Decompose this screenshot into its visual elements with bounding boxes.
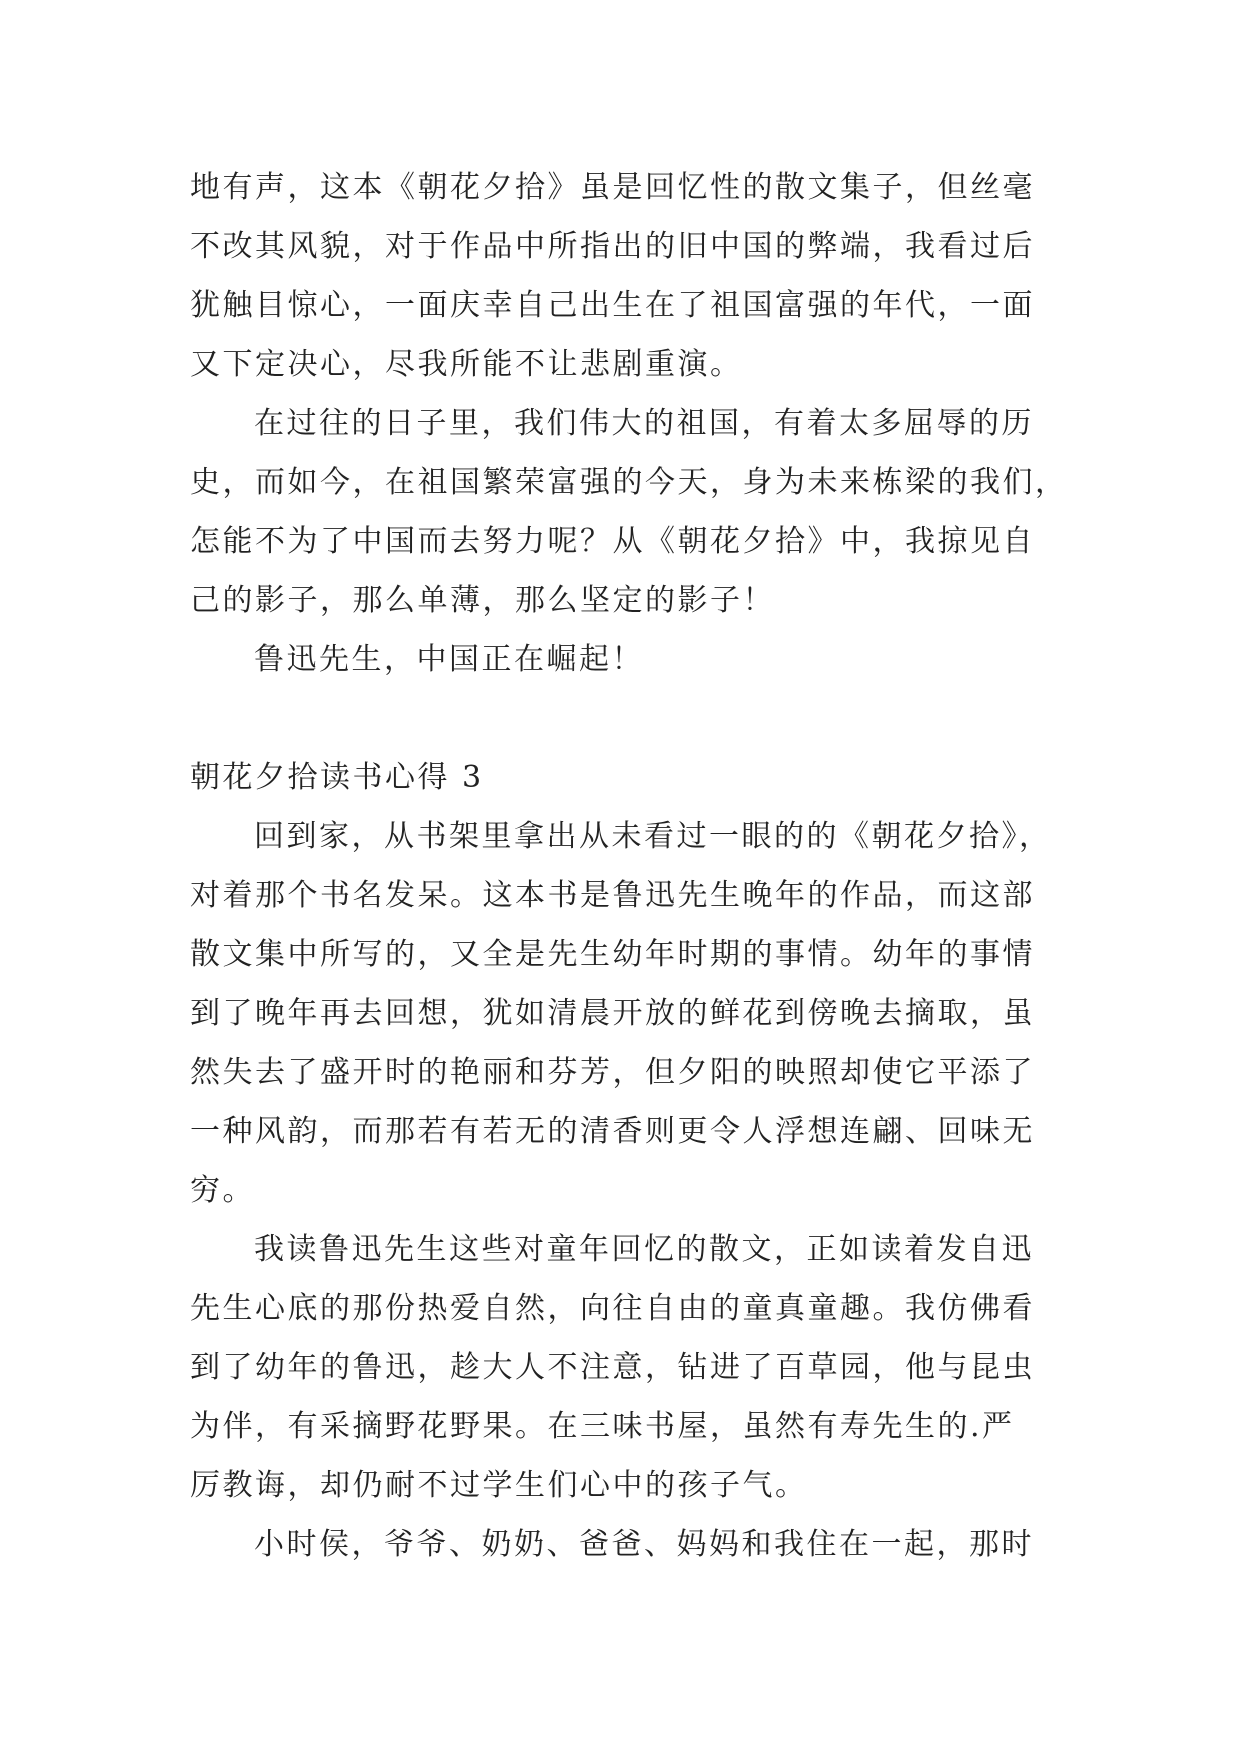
paragraph-line: 为伴，有采摘野花野果。在三味书屋，虽然有寿先生的.严 (190, 1409, 1015, 1444)
paragraph-line: 然失去了盛开时的艳丽和芬芳，但夕阳的映照却使它平添了 (190, 1055, 1035, 1090)
paragraph-2 (190, 394, 1068, 630)
paragraph-line: 散文集中所写的，又全是先生幼年时期的事情。幼年的事情 (190, 937, 1035, 972)
document-body (190, 158, 1068, 1574)
paragraph-3 (190, 630, 1050, 689)
section-paragraph-2 (190, 1220, 1050, 1515)
paragraph-line: 到了幼年的鲁迅，趁大人不注意，钻进了百草园，他与昆虫 (190, 1350, 1035, 1385)
paragraph-line: 不改其风貌，对于作品中所指出的旧中国的弊端，我看过后 (190, 229, 1035, 264)
paragraph-line: 鲁迅先生，中国正在崛起！ (254, 642, 644, 677)
paragraph-line: 又下定决心，尽我所能不让悲剧重演。 (190, 347, 743, 382)
paragraph-line: 到了晚年再去回想，犹如清晨开放的鲜花到傍晚去摘取，虽 (190, 996, 1035, 1031)
paragraph-line: 地有声，这本《朝花夕拾》虽是回忆性的散文集子，但丝毫 (190, 170, 1035, 205)
paragraph-line: 对着那个书名发呆。这本书是鲁迅先生晚年的作品，而这部 (190, 878, 1035, 913)
paragraph-line: 怎能不为了中国而去努力呢？从《朝花夕拾》中，我掠见自 (190, 524, 1035, 559)
paragraph-line: 小时侯，爷爷、奶奶、爸爸、妈妈和我住在一起，那时 (254, 1527, 1034, 1562)
paragraph-line: 我读鲁迅先生这些对童年回忆的散文，正如读着发自迅 (254, 1232, 1034, 1267)
paragraph-1 (190, 158, 1050, 394)
section-paragraph-3 (190, 1515, 1050, 1574)
paragraph-line: 在过往的日子里，我们伟大的祖国，有着太多屈辱的历 (254, 406, 1034, 441)
section-paragraph-1 (190, 807, 1050, 1220)
paragraph-line: 一种风韵，而那若有若无的清香则更令人浮想连翩、回味无 (190, 1114, 1035, 1149)
paragraph-line: 史，而如今，在祖国繁荣富强的今天，身为未来栋梁的我们， (190, 465, 1068, 500)
paragraph-line: 犹触目惊心，一面庆幸自己出生在了祖国富强的年代，一面 (190, 288, 1035, 323)
paragraph-line: 厉教诲，却仍耐不过学生们心中的孩子气。 (190, 1468, 808, 1503)
paragraph-line: 先生心底的那份热爱自然，向往自由的童真童趣。我仿佛看 (190, 1291, 1035, 1326)
section-heading: 朝花夕拾读书心得 3 (190, 760, 484, 795)
paragraph-line: 回到家，从书架里拿出从未看过一眼的的《朝花夕拾》， (254, 819, 1052, 854)
paragraph-line: 己的影子，那么单薄，那么坚定的影子！ (190, 583, 775, 618)
paragraph-line: 穷。 (190, 1173, 255, 1208)
